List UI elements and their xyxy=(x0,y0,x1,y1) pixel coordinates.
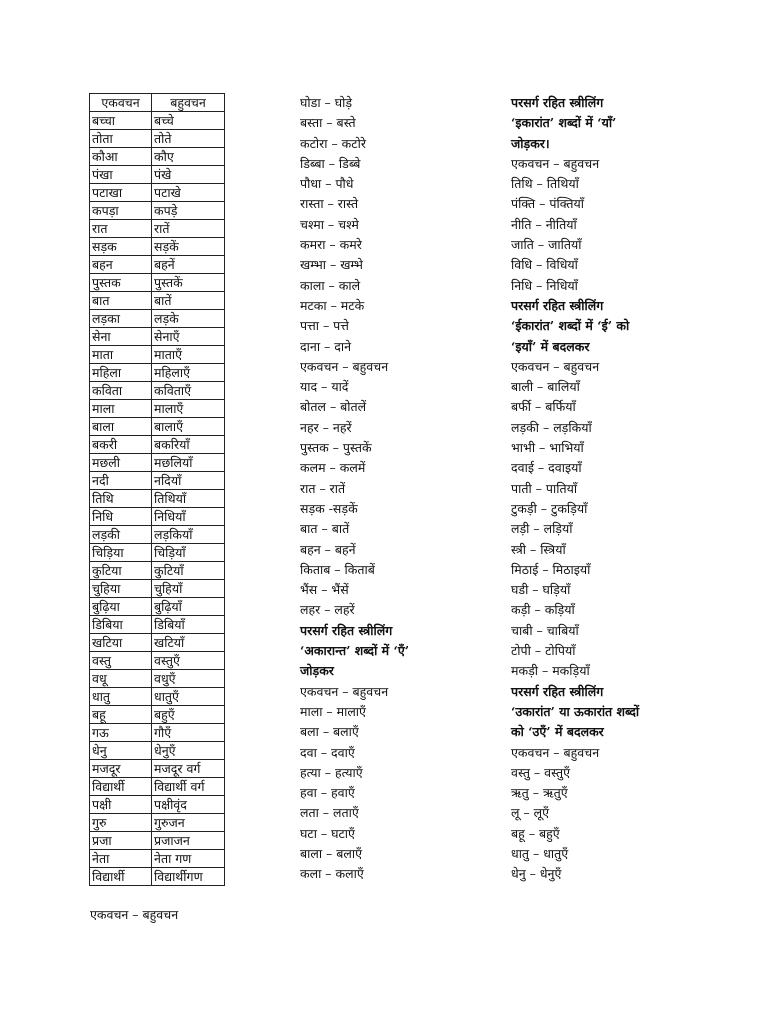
word-pair-line: हवा – हवाएँ xyxy=(300,785,355,801)
word-pair-line: बहू – बहुएँ xyxy=(511,825,560,841)
word-pair-line: घोडा – घोड़े xyxy=(300,95,353,110)
singular-cell: कुटिया xyxy=(90,562,152,580)
section-heading-line: ‘अकारान्त’ शब्दों में ‘एँ’ xyxy=(300,643,410,659)
singular-cell: माता xyxy=(90,346,152,364)
word-pair-line: टुकड़ी – टुकड़ियाँ xyxy=(511,500,588,516)
table-row xyxy=(90,580,225,598)
plural-cell: मालाएँ xyxy=(152,400,225,418)
singular-cell: बच्चा xyxy=(90,112,152,130)
word-pair-line: वस्तु – वस्तुएँ xyxy=(511,764,570,780)
singular-cell: मजदूर xyxy=(90,760,152,778)
plural-cell: तिथियाँ xyxy=(152,490,225,508)
plural-cell: डिबियाँ xyxy=(152,616,225,634)
plural-cell: खटियाँ xyxy=(152,634,225,652)
table-footer-note: एकवचन – बहुवचन xyxy=(90,907,179,922)
singular-cell: बुढ़िया xyxy=(90,598,152,616)
word-pair-line: कमरा – कमरे xyxy=(300,237,362,253)
singular-cell: पटाखा xyxy=(90,184,152,202)
plural-cell: कौए xyxy=(152,148,225,166)
singular-cell: कौआ xyxy=(90,148,152,166)
plural-cell: नेता गण xyxy=(152,850,225,868)
table-row xyxy=(90,508,225,526)
word-pair-line: निधि – निधियाँ xyxy=(511,277,578,293)
plural-cell: धातुएँ xyxy=(152,688,225,706)
section-heading-line: ‘उकारांत’ या ऊकारांत शब्दों xyxy=(511,703,640,719)
section-heading-line: ‘इयाँ’ में बदलकर xyxy=(511,338,590,354)
table-row xyxy=(90,166,225,184)
singular-cell: बहू xyxy=(90,706,152,724)
plural-cell: महिलाएँ xyxy=(152,364,225,382)
section-heading-line: परसर्ग रहित स्त्रीलिंग xyxy=(511,297,604,313)
word-pair-line: बाली – बालियाँ xyxy=(511,379,580,395)
table-row xyxy=(90,418,225,436)
singular-cell: माला xyxy=(90,400,152,418)
word-pair-line: एकवचन – बहुवचन xyxy=(511,744,600,760)
singular-cell: महिला xyxy=(90,364,152,382)
word-pair-line: सड़क -सड़कें xyxy=(300,500,358,516)
section-heading-line: ‘ईकारांत’ शब्दों में ‘ई’ को xyxy=(511,318,630,334)
word-pair-line: याद – यादें xyxy=(300,379,349,395)
word-pair-line: बस्ता – बस्ते xyxy=(300,115,356,131)
plural-cell: माताएँ xyxy=(152,346,225,364)
plural-cell: धेनुएँ xyxy=(152,742,225,760)
word-pair-line: पुस्तक – पुस्तकें xyxy=(300,440,372,456)
plural-cell: विद्यार्थीगण xyxy=(152,868,225,886)
singular-cell: लड़का xyxy=(90,310,152,328)
table-row xyxy=(90,382,225,400)
singular-cell: चिड़िया xyxy=(90,544,152,562)
word-pair-line: एकवचन – बहुवचन xyxy=(511,155,600,171)
plural-cell: मजदूर वर्ग xyxy=(152,760,225,778)
word-pair-line: किताब – किताबें xyxy=(300,561,375,577)
word-pair-line: नीति – नीतियाँ xyxy=(511,216,577,232)
plural-cell: बातें xyxy=(152,292,225,310)
table-row xyxy=(90,310,225,328)
singular-cell: लड़की xyxy=(90,526,152,544)
table-row xyxy=(90,256,225,274)
plural-cell: पटाखे xyxy=(152,184,225,202)
singular-cell: बाला xyxy=(90,418,152,436)
section-heading-line: को ‘उएँ’ में बदलकर xyxy=(511,724,604,740)
singular-cell: प्रजा xyxy=(90,832,152,850)
word-pair-line: ऋतु – ऋतुएँ xyxy=(511,785,568,801)
plural-cell: पुस्तकें xyxy=(152,274,225,292)
table-row xyxy=(90,778,225,796)
word-pair-line: मकड़ी – मकड़ियाँ xyxy=(511,663,590,679)
singular-cell: कपड़ा xyxy=(90,202,152,220)
word-pair-line: चश्मा – चश्मे xyxy=(300,216,359,232)
word-pair-line: एकवचन – बहुवचन xyxy=(300,683,389,699)
word-pair-line: बोतल – बोतलें xyxy=(300,399,367,415)
singular-cell: तोता xyxy=(90,130,152,148)
word-list-column-2 xyxy=(300,93,409,885)
table-row xyxy=(90,364,225,382)
word-pair-line: दवा – दवाएँ xyxy=(300,744,355,760)
plural-cell: निधियाँ xyxy=(152,508,225,526)
word-pair-line: घटा – घटाएँ xyxy=(300,825,355,841)
table-row xyxy=(90,292,225,310)
table-header-row xyxy=(90,94,225,112)
word-pair-line: दाना – दाने xyxy=(300,338,352,354)
table-row xyxy=(90,472,225,490)
table-row xyxy=(90,832,225,850)
singular-cell: मछली xyxy=(90,454,152,472)
table-row xyxy=(90,796,225,814)
word-pair-line: बाला – बलाएँ xyxy=(300,845,363,861)
word-pair-line: डिब्बा – डिब्बे xyxy=(300,155,361,171)
plural-cell: तोते xyxy=(152,130,225,148)
plural-cell: रातें xyxy=(152,220,225,238)
singular-cell: डिबिया xyxy=(90,616,152,634)
word-pair-line: पौधा – पौधे xyxy=(300,176,354,192)
singular-cell: सड़क xyxy=(90,238,152,256)
word-pair-line: टोपी – टोपियाँ xyxy=(511,643,576,659)
singular-cell: बहन xyxy=(90,256,152,274)
plural-cell: कपड़े xyxy=(152,202,225,220)
table-row xyxy=(90,598,225,616)
plural-cell: चिड़ियाँ xyxy=(152,544,225,562)
singular-plural-table xyxy=(89,93,225,886)
word-pair-line: रात – रातें xyxy=(300,480,346,496)
word-pair-line: लड़की – लड़कियाँ xyxy=(511,419,592,435)
singular-cell: विद्यार्थी xyxy=(90,778,152,796)
singular-cell: सेना xyxy=(90,328,152,346)
table-row xyxy=(90,490,225,508)
table-row xyxy=(90,742,225,760)
word-pair-line: स्त्री – स्त्रियाँ xyxy=(511,541,566,557)
plural-cell: लड़के xyxy=(152,310,225,328)
word-pair-line: जाति – जातियाँ xyxy=(511,237,582,253)
table-row xyxy=(90,346,225,364)
word-pair-line: लू – लूएँ xyxy=(511,805,550,821)
word-pair-line: बात – बातें xyxy=(300,521,350,537)
singular-cell: नेता xyxy=(90,850,152,868)
header-singular: एकवचन xyxy=(90,94,152,112)
table-row xyxy=(90,850,225,868)
singular-cell: बकरी xyxy=(90,436,152,454)
singular-cell: धातु xyxy=(90,688,152,706)
table-row xyxy=(90,706,225,724)
word-pair-line: कड़ी – कड़ियाँ xyxy=(511,602,575,618)
plural-cell: नदियाँ xyxy=(152,472,225,490)
word-pair-line: पाती – पातियाँ xyxy=(511,480,578,496)
plural-cell: सड़कें xyxy=(152,238,225,256)
section-heading-line: जोड़कर। xyxy=(511,135,550,151)
word-pair-line: माला – मालाएँ xyxy=(300,703,366,719)
singular-cell: वधू xyxy=(90,670,152,688)
plural-cell: बहुएँ xyxy=(152,706,225,724)
table-row xyxy=(90,652,225,670)
table-row xyxy=(90,184,225,202)
table-row xyxy=(90,328,225,346)
section-heading-line: परसर्ग रहित स्त्रीलिंग xyxy=(511,95,604,110)
word-pair-line: मटका – मटके xyxy=(300,297,365,313)
word-pair-line: लड़ी – लड़ियाँ xyxy=(511,521,573,537)
plural-cell: विद्यार्थी वर्ग xyxy=(152,778,225,796)
word-pair-line: भैंस – भैंसें xyxy=(300,582,349,598)
word-pair-line: दवाई – दवाइयाँ xyxy=(511,460,582,476)
plural-cell: वधुएँ xyxy=(152,670,225,688)
singular-cell: वस्तु xyxy=(90,652,152,670)
word-pair-line: काला – काले xyxy=(300,277,361,293)
plural-cell: पक्षीवृंद xyxy=(152,796,225,814)
singular-cell: खटिया xyxy=(90,634,152,652)
table-row xyxy=(90,688,225,706)
table-row xyxy=(90,544,225,562)
word-pair-line: रास्ता – रास्ते xyxy=(300,196,359,212)
singular-cell: पक्षी xyxy=(90,796,152,814)
section-heading-line: परसर्ग रहित स्त्रीलिंग xyxy=(511,683,604,699)
plural-cell: बालाएँ xyxy=(152,418,225,436)
word-pair-line: कटोरा – कटोरे xyxy=(300,135,366,151)
plural-cell: गुरुजन xyxy=(152,814,225,832)
plural-cell: गौएँ xyxy=(152,724,225,742)
plural-cell: बुढ़ियाँ xyxy=(152,598,225,616)
word-pair-line: धातु – धातुएँ xyxy=(511,845,569,861)
word-pair-line: मिठाई – मिठाइयाँ xyxy=(511,561,591,577)
word-pair-line: कला – कलाएँ xyxy=(300,866,364,882)
plural-cell: सेनाएँ xyxy=(152,328,225,346)
singular-cell: तिथि xyxy=(90,490,152,508)
word-pair-line: भाभी – भाभियाँ xyxy=(511,440,584,456)
plural-cell: बकरियाँ xyxy=(152,436,225,454)
table-row xyxy=(90,400,225,418)
word-pair-line: खम्भा – खम्भे xyxy=(300,257,363,273)
word-pair-line: बहन – बहनें xyxy=(300,541,356,557)
plural-cell: बच्चे xyxy=(152,112,225,130)
word-pair-line: बर्फी – बर्फियाँ xyxy=(511,399,576,415)
word-pair-line: लता – लताएँ xyxy=(300,805,359,821)
plural-cell: प्रजाजन xyxy=(152,832,225,850)
plural-cell: पंखे xyxy=(152,166,225,184)
singular-cell: नदी xyxy=(90,472,152,490)
table-row xyxy=(90,526,225,544)
singular-cell: धेनु xyxy=(90,742,152,760)
plural-cell: चुहियाँ xyxy=(152,580,225,598)
singular-cell: बात xyxy=(90,292,152,310)
word-pair-line: एकवचन – बहुवचन xyxy=(511,358,600,374)
singular-cell: रात xyxy=(90,220,152,238)
table-row xyxy=(90,274,225,292)
table-row xyxy=(90,454,225,472)
table-row xyxy=(90,130,225,148)
word-pair-line: कलम – कलमें xyxy=(300,460,366,476)
table-row xyxy=(90,148,225,166)
word-list-column-3 xyxy=(511,93,639,885)
word-pair-line: घडी – घड़ियाँ xyxy=(511,582,571,598)
table-row xyxy=(90,616,225,634)
table-row xyxy=(90,202,225,220)
table-row xyxy=(90,670,225,688)
table-row xyxy=(90,238,225,256)
word-pair-line: लहर – लहरें xyxy=(300,602,355,618)
singular-cell: निधि xyxy=(90,508,152,526)
word-pair-line: चाबी – चाबियाँ xyxy=(511,622,579,638)
singular-cell: कविता xyxy=(90,382,152,400)
plural-cell: कुटियाँ xyxy=(152,562,225,580)
singular-cell: गुरु xyxy=(90,814,152,832)
header-plural: बहुवचन xyxy=(152,94,225,112)
plural-cell: वस्तुएँ xyxy=(152,652,225,670)
table-body xyxy=(90,112,225,886)
table-row xyxy=(90,814,225,832)
singular-cell: पंखा xyxy=(90,166,152,184)
plural-cell: मछलियाँ xyxy=(152,454,225,472)
table-row xyxy=(90,112,225,130)
plural-cell: कविताएँ xyxy=(152,382,225,400)
word-pair-line: बला – बलाएँ xyxy=(300,724,359,740)
plural-cell: लड़कियाँ xyxy=(152,526,225,544)
word-pair-line: पत्ता – पत्ते xyxy=(300,318,349,334)
word-pair-line: विधि – विधियाँ xyxy=(511,257,578,273)
table-row xyxy=(90,562,225,580)
singular-cell: चुहिया xyxy=(90,580,152,598)
word-pair-line: नहर – नहरें xyxy=(300,419,352,435)
word-pair-line: पंक्ति – पंक्तियाँ xyxy=(511,196,585,212)
word-pair-line: धेनु – धेनुएँ xyxy=(511,866,562,882)
table-row xyxy=(90,760,225,778)
table-row xyxy=(90,220,225,238)
word-pair-line: एकवचन – बहुवचन xyxy=(300,358,389,374)
table-row xyxy=(90,634,225,652)
section-heading-line: जोड़कर xyxy=(300,663,334,679)
section-heading-line: ‘इकारांत’ शब्दों में ‘याँ’ xyxy=(511,115,617,131)
plural-cell: बहनें xyxy=(152,256,225,274)
word-pair-line: हत्या – हत्याएँ xyxy=(300,764,363,780)
singular-cell: विद्यार्थी xyxy=(90,868,152,886)
word-pair-line: तिथि – तिथियाँ xyxy=(511,176,579,192)
singular-cell: गऊ xyxy=(90,724,152,742)
table-row xyxy=(90,868,225,886)
singular-cell: पुस्तक xyxy=(90,274,152,292)
table-row xyxy=(90,436,225,454)
table-row xyxy=(90,724,225,742)
section-heading-line: परसर्ग रहित स्त्रीलिंग xyxy=(300,622,393,638)
